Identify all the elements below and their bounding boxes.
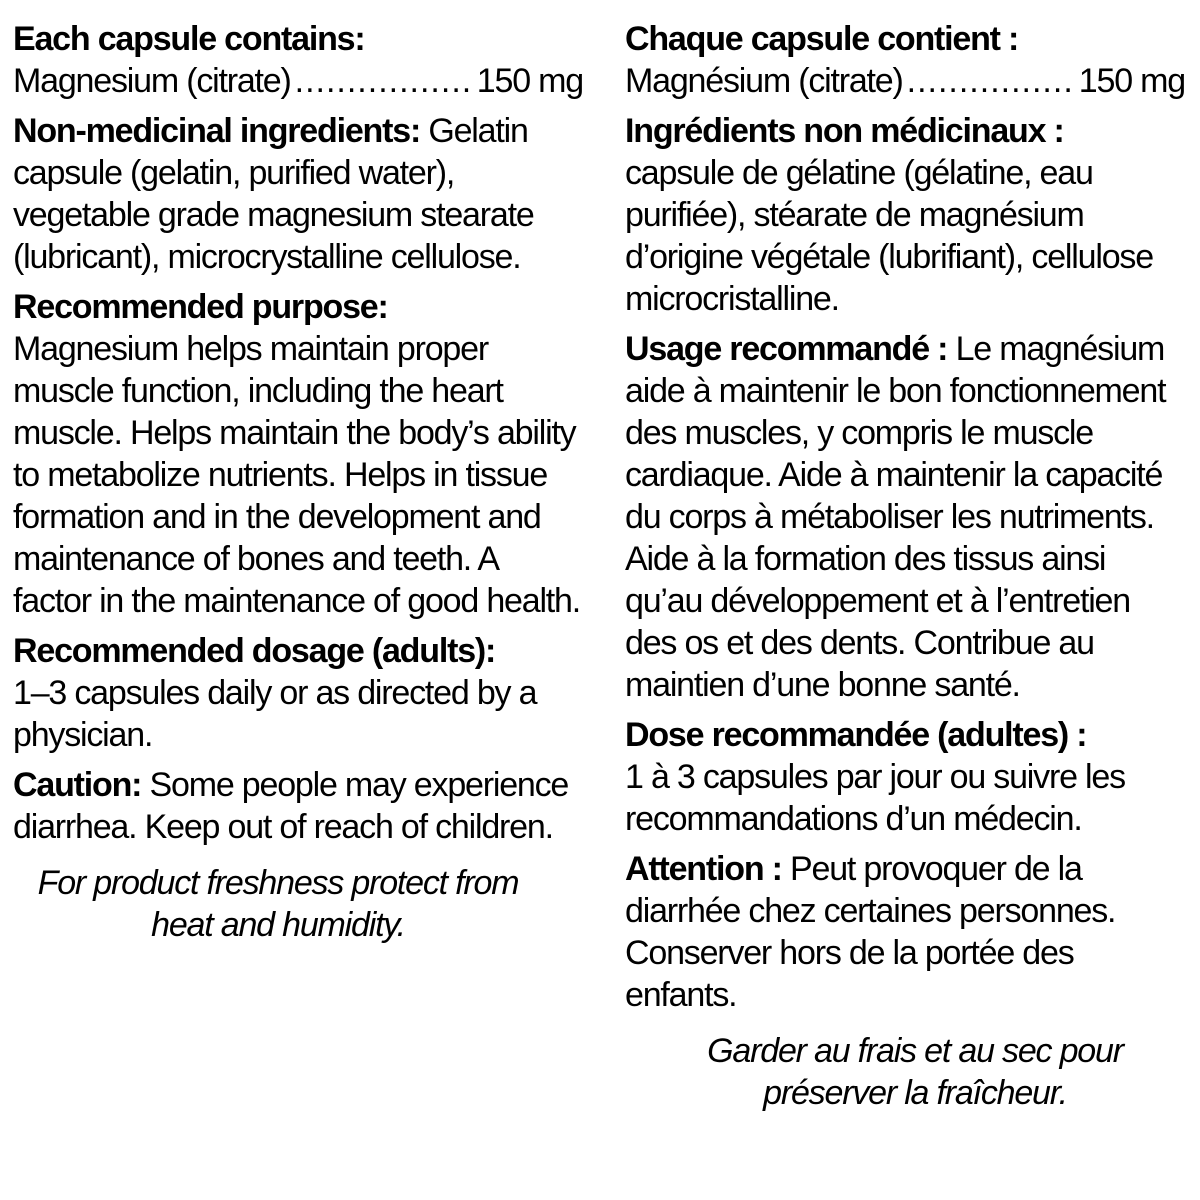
purpose-label: Recommended purpose: <box>13 288 388 326</box>
ingredient-amount: 150 mg <box>476 62 583 100</box>
caution-label-fr: Attention : <box>625 850 782 888</box>
ingredient-name-fr: Magnésium (citrate) <box>625 62 903 100</box>
capsule-contents-heading-fr: Chaque capsule contient : <box>625 20 1019 58</box>
purpose-section-fr <box>625 328 1185 706</box>
purpose-paragraph-fr <box>625 328 1185 706</box>
storage-note: For product freshness protect from heat and humidity. <box>37 864 519 944</box>
non-medicinal-paragraph <box>13 110 583 278</box>
dosage-text: 1–3 capsules daily or as directed by a physician. <box>13 674 537 754</box>
ingredient-row <box>13 60 583 102</box>
dosage-label: Recommended dosage (adults): <box>13 632 496 670</box>
dot-leader-fr <box>907 60 1075 102</box>
ingredient-amount-fr: 150 mg <box>1078 62 1185 100</box>
dosage-section <box>13 630 583 756</box>
non-medicinal-section-fr <box>625 110 1185 320</box>
purpose-text: Magnesium helps maintain proper muscle function, including the heart muscle. Helps maintain the body’s ability to metabolize nutrients. Helps in tissue formation and in the development and maintenance of bones and teeth. A factor in the maintenance of good health. <box>13 330 581 620</box>
capsule-contents-section <box>13 18 583 102</box>
caution-paragraph-fr <box>625 848 1185 1016</box>
non-medicinal-text-fr: capsule de gélatine (gélatine, eau purifiée), stéarate de magnésium d’origine végétale (lubrifiant), cellulose microcristalline. <box>625 154 1153 318</box>
capsule-contents-section-fr <box>625 18 1185 102</box>
ingredient-name: Magnesium (citrate) <box>13 62 291 100</box>
storage-note-fr: Garder au frais et au sec pour préserver la fraîcheur. <box>707 1032 1123 1112</box>
french-column <box>625 18 1185 1148</box>
caution-text-fr: Peut provoquer de la diarrhée chez certaines personnes. Conserver hors de la portée des enfants. <box>625 850 1116 1014</box>
caution-paragraph <box>13 764 583 848</box>
english-column <box>13 18 583 980</box>
caution-label: Caution: <box>13 766 142 804</box>
non-medicinal-label-fr: Ingrédients non médicinaux : <box>625 112 1064 150</box>
dosage-label-fr: Dose recommandée (adultes) : <box>625 716 1087 754</box>
purpose-label-fr: Usage recommandé : <box>625 330 948 368</box>
non-medicinal-section <box>13 110 583 278</box>
ingredient-row-fr <box>625 60 1185 102</box>
non-medicinal-label: Non-medicinal ingredients: <box>13 112 421 150</box>
caution-section <box>13 764 583 848</box>
dosage-text-fr: 1 à 3 capsules par jour ou suivre les recommandations d’un médecin. <box>625 758 1125 838</box>
non-medicinal-text: Gelatin capsule (gelatin, purified water), vegetable grade magnesium stearate (lubricant), microcrystalline cellulose. <box>13 112 534 276</box>
purpose-text-fr: Le magnésium aide à maintenir le bon fonctionnement des muscles, y compris le muscle cardiaque. Aide à maintenir la capacité du corps à métaboliser les nutriments. Aide à la formation des tissus ainsi qu’au développement et à l’entretien des os et des dents. Contribue au maintien d’une bonne santé. <box>625 330 1166 704</box>
caution-section-fr <box>625 848 1185 1016</box>
caution-text: Some people may experience diarrhea. Keep out of reach of children. <box>13 766 569 846</box>
dosage-section-fr <box>625 714 1185 840</box>
purpose-section <box>13 286 583 622</box>
capsule-contents-heading: Each capsule contains: <box>13 20 365 58</box>
dot-leader <box>295 60 473 102</box>
